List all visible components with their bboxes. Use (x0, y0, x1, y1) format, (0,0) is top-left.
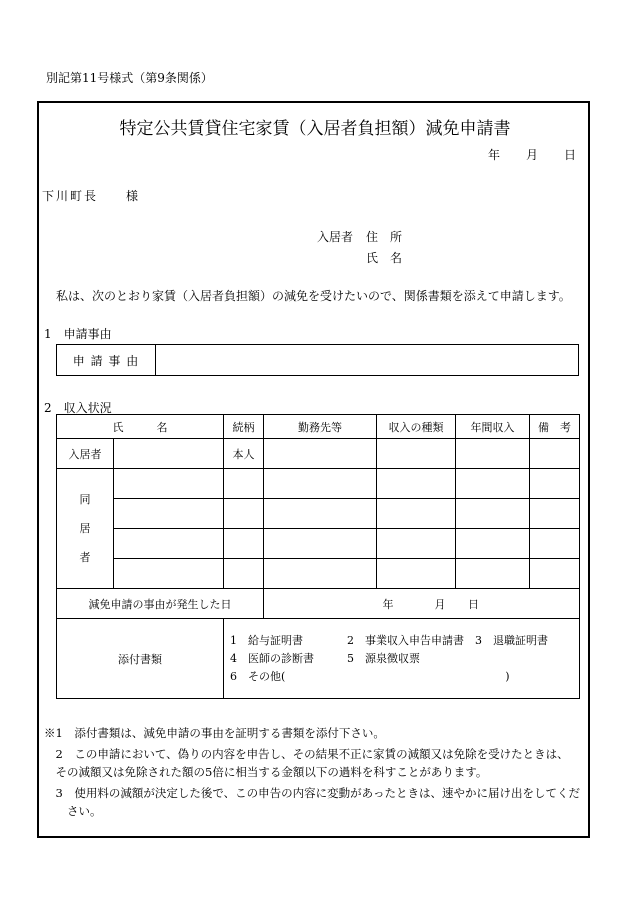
header-relation: 続柄 (224, 415, 264, 439)
header-workplace: 勤務先等 (264, 415, 377, 439)
table-cell[interactable] (264, 469, 377, 499)
notes (44, 724, 580, 820)
note-line: ※1 添付書類は、減免申請の事由を証明する書類を添付下さい。 (44, 726, 385, 740)
table-cell[interactable] (114, 559, 224, 589)
address-label: 住 所 (366, 230, 403, 244)
cohabitant-char: 同 (79, 493, 91, 506)
table-cell[interactable] (456, 499, 530, 529)
section1-heading (44, 325, 112, 342)
section2-title: 収入状況 (63, 401, 112, 415)
date-month-label: 月 (526, 148, 539, 162)
note-line: さい。 (44, 804, 102, 818)
table-cell[interactable] (377, 499, 456, 529)
section1-title: 申請事由 (63, 327, 112, 341)
header-annual-income: 年間収入 (456, 415, 530, 439)
section1-number: 1 (44, 327, 52, 341)
date-year-label: 年 (488, 148, 501, 162)
occurrence-month: 月 (434, 597, 446, 611)
table-header-row (57, 415, 580, 439)
resident-relation: 本人 (224, 439, 264, 469)
header-name: 氏 名 (57, 415, 224, 439)
header-remarks: 備 考 (530, 415, 580, 439)
table-cell[interactable] (377, 439, 456, 469)
date-day-label: 日 (564, 148, 577, 162)
application-date (488, 146, 576, 163)
table-cell[interactable] (224, 499, 264, 529)
attachments-list (224, 619, 580, 699)
page-title: 特定公共賃貸住宅家賃（入居者負担額）減免申請書 (119, 119, 511, 139)
table-cell[interactable] (456, 439, 530, 469)
resident-label: 入居者 (317, 230, 354, 244)
table-cell[interactable] (114, 469, 224, 499)
table-row (57, 439, 580, 469)
cohabitant-char: 者 (79, 551, 91, 564)
attachment-line: 1 給与証明書 2 事業収入申告申請書 3 退職証明書 (230, 633, 548, 647)
table-cell[interactable] (377, 469, 456, 499)
addressee: 下川町長 様 (42, 189, 141, 203)
note-line: その減額又は免除された額の5倍に相当する金額以下の過料を科すことがあります。 (44, 765, 488, 779)
table-cell[interactable] (224, 469, 264, 499)
table-cell[interactable] (530, 469, 580, 499)
table-row (57, 529, 580, 559)
attachment-line: 6 その他( ) (230, 669, 510, 683)
application-statement: 私は、次のとおり家賃（入居者負担額）の減免を受けたいので、関係書類を添えて申請します。 (56, 289, 571, 303)
table-cell[interactable] (114, 529, 224, 559)
table-cell[interactable] (530, 529, 580, 559)
occurrence-date-field[interactable] (264, 589, 580, 619)
table-cell[interactable] (456, 529, 530, 559)
table-row (57, 499, 580, 529)
note-line: 2 この申請において、偽りの内容を申告し、その結果不正に家賃の減額又は免除を受けたときは、 (44, 747, 569, 761)
table-cell[interactable] (114, 499, 224, 529)
table-cell[interactable] (377, 559, 456, 589)
cohabitant-char: 居 (79, 522, 91, 535)
header-income-type: 収入の種類 (377, 415, 456, 439)
table-cell[interactable] (224, 529, 264, 559)
form-number: 別記第11号様式（第9条関係） (46, 71, 213, 85)
section2-number: 2 (44, 401, 52, 415)
table-cell[interactable] (456, 469, 530, 499)
attachments-label: 添付書類 (57, 619, 224, 699)
cohabitant-label (57, 469, 114, 589)
table-cell[interactable] (264, 559, 377, 589)
table-cell[interactable] (264, 499, 377, 529)
table-cell[interactable] (530, 499, 580, 529)
resident-row-label: 入居者 (57, 439, 114, 469)
table-cell[interactable] (456, 559, 530, 589)
table-row (57, 559, 580, 589)
occurrence-year: 年 (382, 597, 394, 611)
name-label: 氏 名 (366, 251, 403, 265)
note-line: 3 使用料の減額が決定した後で、この申告の内容に変動があったときは、速やかに届け出をしてくだ (44, 786, 580, 800)
table-cell[interactable] (530, 439, 580, 469)
occurrence-label: 減免申請の事由が発生した日 (57, 589, 264, 619)
table-cell[interactable] (264, 529, 377, 559)
table-cell[interactable] (114, 439, 224, 469)
table-row (57, 469, 580, 499)
reason-field-label: 申 請 事 由 (56, 344, 156, 376)
table-cell[interactable] (264, 439, 377, 469)
income-table (56, 414, 580, 699)
table-cell[interactable] (530, 559, 580, 589)
occurrence-date-row (57, 589, 580, 619)
attachment-line: 4 医師の診断書 5 源泉徴収票 (230, 651, 420, 665)
table-cell[interactable] (377, 529, 456, 559)
reason-input[interactable] (157, 345, 578, 375)
table-cell[interactable] (224, 559, 264, 589)
attachments-row (57, 619, 580, 699)
occurrence-day: 日 (468, 597, 479, 611)
